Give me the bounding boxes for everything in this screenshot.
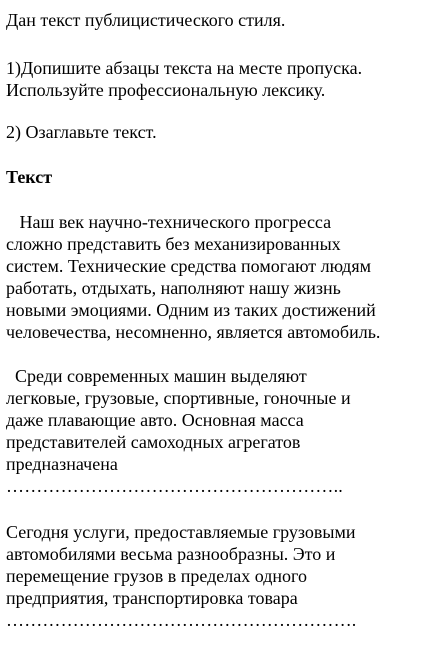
text-heading-line: Текст — [6, 167, 53, 187]
paragraph-3-line: автомобилями весьма разнообразны. Это и — [6, 544, 336, 564]
paragraph-3-line: предприятия, транспортировка товара — [6, 588, 298, 608]
paragraph-1-line: человечества, несомненно, является автомобиль. — [6, 322, 381, 342]
paragraph-2-line: Среди современных машин выделяют — [6, 366, 307, 386]
paragraph-1-line: новыми эмоциями. Одним из таких достижений — [6, 300, 376, 320]
task-1-line-2: Используйте профессиональную лексику. — [6, 80, 326, 100]
paragraph-2-line: даже плавающие авто. Основная масса — [6, 410, 304, 430]
intro-line: Дан текст публицистического стиля. — [6, 10, 286, 30]
paragraph-3-line: Сегодня услуги, предоставляемые грузовыми — [6, 522, 356, 542]
text-heading — [6, 166, 428, 188]
paragraph-3 — [6, 521, 428, 631]
task-1-line-1: 1)Допишите абзацы текста на месте пропуска. — [6, 58, 363, 78]
fill-in-blank-dots: …………………………………………………. — [6, 610, 357, 630]
paragraph-2-line: представителей самоходных агрегатов — [6, 432, 301, 452]
paragraph-1-line: сложно представить без механизированных — [6, 234, 341, 254]
intro-text — [6, 9, 428, 31]
task-2 — [6, 121, 428, 143]
paragraph-2-line: легковые, грузовые, спортивные, гоночные и — [6, 388, 351, 408]
fill-in-blank-dots: ……………………………………………….. — [6, 476, 343, 496]
paragraph-1 — [6, 211, 428, 343]
paragraph-1-line: систем. Технические средства помогают людям — [6, 256, 372, 276]
paragraph-1-line: работать, отдыхать, наполняют нашу жизнь — [6, 278, 341, 298]
paragraph-1-line: Наш век научно-технического прогресса — [6, 212, 332, 232]
paragraph-2-line: предназначена — [6, 454, 118, 474]
paragraph-2 — [6, 365, 428, 497]
task-1 — [6, 57, 428, 101]
paragraph-3-line: перемещение грузов в пределах одного — [6, 566, 307, 586]
task-2-line: 2) Озаглавьте текст. — [6, 122, 157, 142]
